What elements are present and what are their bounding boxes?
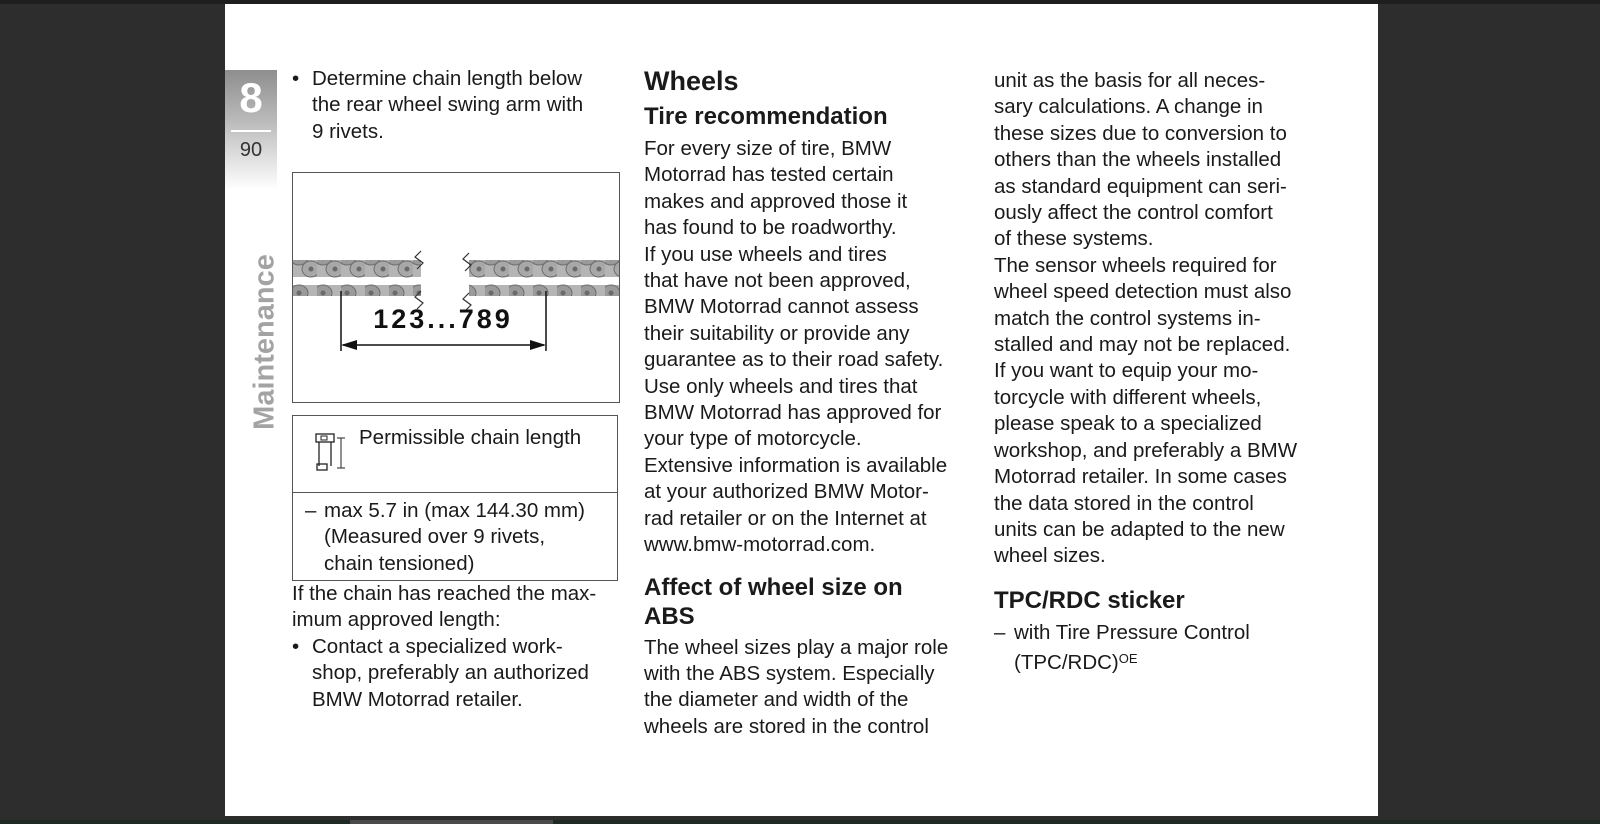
chain-left-segment (293, 260, 421, 296)
viewer-bottom-bar (0, 820, 1600, 824)
text-line: match the control systems in- (994, 306, 1261, 330)
chapter-number: 8 (239, 74, 263, 121)
text-line: your type of motorcycle. (644, 427, 862, 451)
text-line: The sensor wheels required for (994, 253, 1277, 277)
text-line: Extensive information is available (644, 453, 948, 477)
heading-line: ABS (644, 602, 695, 630)
dash-marker: – (994, 620, 1006, 644)
bullet-marker: • (292, 67, 300, 90)
text-line: BMW Motorrad has approved for (644, 401, 942, 425)
text-line: shop, preferably an authorized (312, 661, 589, 685)
column-3 (994, 68, 1334, 677)
spec-value: max 5.7 in (max 144.30 mm) (324, 499, 585, 522)
text-line: BMW Motorrad cannot assess (644, 295, 919, 319)
rivet-count-label: 123...789 (373, 304, 513, 334)
tire-recommendation-text (644, 136, 974, 559)
text-line: torcycle with different wheels, (994, 385, 1262, 409)
oe-superscript: OE (1118, 651, 1138, 667)
text-line: these sizes due to conversion to (994, 121, 1287, 145)
column-1 (292, 66, 627, 145)
text-line: stalled and may not be replaced. (994, 333, 1291, 357)
text-line: the diameter and width of the (644, 688, 909, 712)
text-line: ously affect the control comfort (994, 201, 1273, 225)
spec-table (292, 415, 618, 581)
tpc-rdc-item (994, 620, 1334, 677)
heading-tire-recommendation: Tire recommendation (644, 103, 888, 130)
text-line: units can be adapted to the new (994, 517, 1285, 541)
text-line-with-superscript (1014, 646, 1334, 676)
text-line: that have not been approved, (644, 269, 911, 293)
spec-header (293, 416, 617, 493)
wheel-size-abs-text (644, 635, 974, 741)
dash-marker: – (305, 499, 317, 522)
chain-figure (292, 172, 620, 403)
wheel-size-abs-continued (994, 68, 1334, 570)
chain-limit-instructions (292, 581, 627, 713)
text-line: Use only wheels and tires that (644, 374, 918, 398)
text-line: of these systems. (994, 227, 1154, 251)
text-line: wheel sizes. (994, 544, 1106, 568)
text-line: wheels are stored in the control (644, 714, 929, 738)
spec-note: (Measured over 9 rivets, (324, 525, 546, 549)
text-line: 9 rivets. (312, 119, 384, 143)
text-line: their suitability or provide any (644, 321, 910, 345)
text-line: guarantee as to their road safety. (644, 348, 944, 372)
text-line: with Tire Pressure Control (1014, 620, 1250, 644)
heading-line: Affect of wheel size on (644, 573, 903, 601)
spec-note: chain tensioned) (324, 551, 475, 575)
bullet-marker: • (292, 634, 300, 658)
text-line: Contact a specialized work- (312, 634, 563, 658)
text-line: others than the wheels installed (994, 148, 1282, 172)
chain-right-segment (469, 260, 619, 296)
text-fragment: (TPC/RDC) (1014, 651, 1119, 675)
spec-body (293, 493, 617, 577)
text-line: For every size of tire, BMW (644, 137, 892, 160)
text-line: Determine chain length below (312, 67, 583, 90)
horizontal-scrollbar-thumb[interactable] (350, 820, 553, 824)
text-line: at your authorized BMW Motor- (644, 480, 929, 504)
spec-title: Permissible chain length (359, 426, 582, 449)
measurement-icon (315, 432, 347, 472)
text-line: as standard equipment can seri- (994, 174, 1287, 198)
heading-tpc-rdc-sticker: TPC/RDC sticker (994, 586, 1185, 614)
text-line: please speak to a specialized (994, 412, 1262, 436)
chapter-tab (225, 70, 277, 190)
text-line: the data stored in the control (994, 491, 1254, 515)
text-line: wheel speed detection must also (994, 280, 1292, 304)
section-label: Maintenance (248, 254, 281, 430)
text-line: makes and approved those it (644, 189, 908, 213)
website-link[interactable]: www.bmw-motorrad.com. (644, 533, 876, 557)
text-line: with the ABS system. Especially (644, 661, 935, 685)
text-line: workshop, and preferably a BMW (994, 438, 1298, 462)
text-line: If you want to equip your mo- (994, 359, 1259, 383)
text-line: If the chain has reached the max- (292, 582, 597, 605)
text-line: Motorrad has tested certain (644, 163, 894, 187)
page-number: 90 (239, 139, 263, 161)
text-line: If you use wheels and tires (644, 242, 887, 266)
text-line: The wheel sizes play a major role (644, 635, 949, 659)
heading-wheel-size-abs (644, 573, 974, 631)
text-line: Motorrad retailer. In some cases (994, 465, 1287, 489)
text-line: has found to be roadworthy. (644, 216, 897, 240)
column-2 (644, 64, 974, 740)
chain-illustration (293, 173, 619, 402)
document-page (225, 4, 1378, 816)
text-line: unit as the basis for all neces- (994, 69, 1266, 92)
text-line: imum approved length: (292, 608, 501, 632)
text-line: rad retailer or on the Internet at (644, 506, 927, 530)
text-line: BMW Motorrad retailer. (312, 687, 523, 711)
heading-wheels: Wheels (644, 66, 739, 96)
chapter-divider (231, 130, 271, 132)
text-line: the rear wheel swing arm with (312, 93, 584, 117)
bullet-chain-length (292, 66, 627, 145)
bullet-contact-workshop (292, 634, 627, 713)
text-line: sary calculations. A change in (994, 95, 1263, 119)
